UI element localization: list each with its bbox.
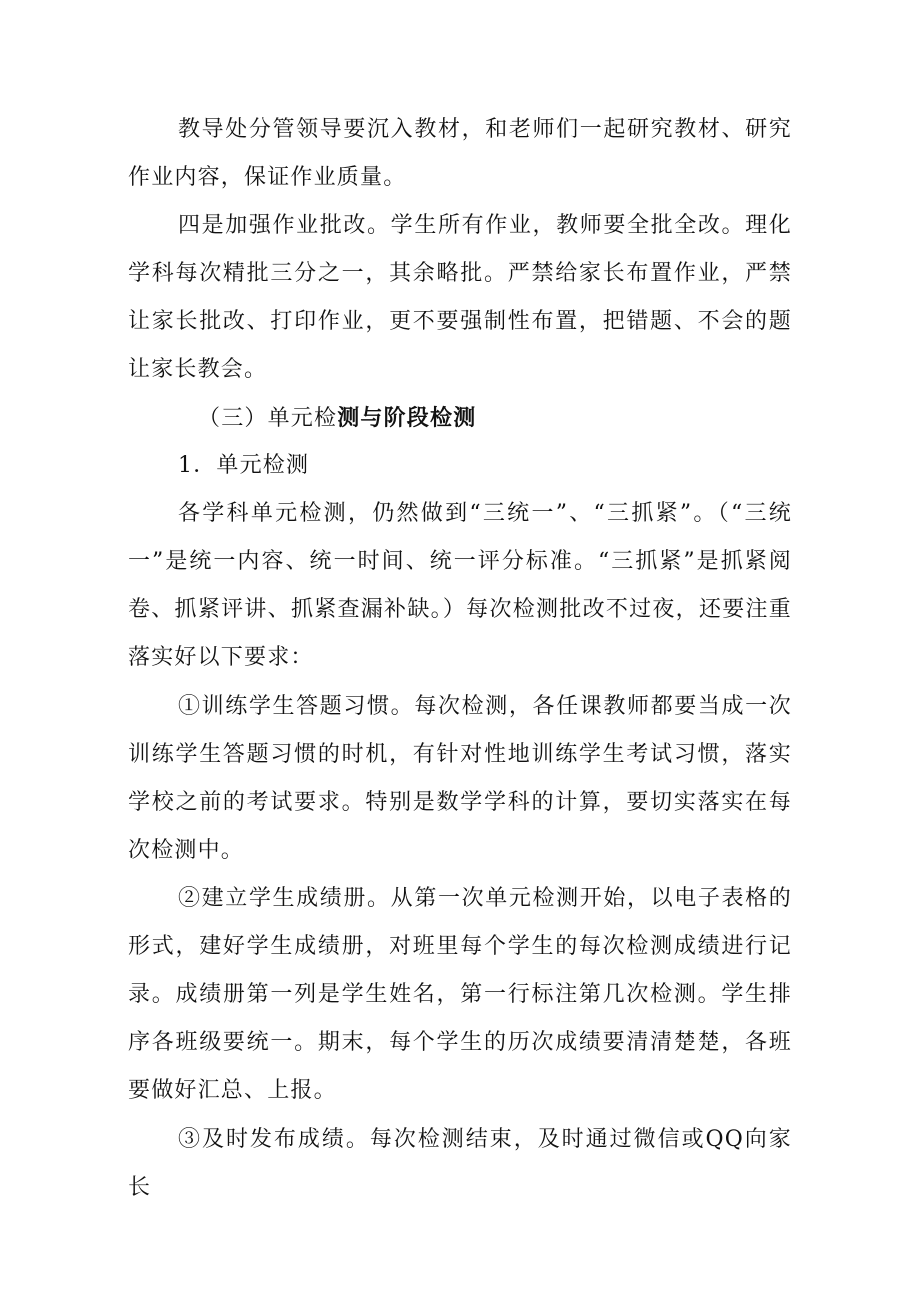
section-heading-rest: 测与阶段检测 — [337, 405, 477, 431]
paragraph-supervision: 教导处分管领导要沉入教材，和老师们一起研究教材、研究作业内容，保证作业质量。 — [128, 117, 792, 190]
subsection-heading: 1．单元检测 — [178, 453, 310, 478]
paragraph-answer-habits: ①训练学生答题习惯。每次检测，各任课教师都要当成一次训练学生答题习惯的时机，有针对性地训练学生考试习惯，落实学校之前的考试要求。特别是数学学科的计算，要切实落实在每次检测中。 — [128, 694, 792, 863]
section-heading — [198, 394, 476, 443]
paragraph-homework-grading: 四是加强作业批改。学生所有作业，教师要全批全改。理化学科每次精批三分之一，其余略批。严禁给家长布置作业，严禁让家长批改、打印作业，更不要强制性布置，把错题、不会的题让家长教会。 — [128, 213, 792, 382]
paragraph-publish-grades: ③及时发布成绩。每次检测结束，及时通过微信或QQ向家长 — [128, 1127, 792, 1200]
paragraph-grade-book: ②建立学生成绩册。从第一次单元检测开始，以电子表格的形式，建好学生成绩册，对班里每个学生的每次检测成绩进行记录。成绩册第一列是学生姓名，第一行标注第几次检测。学生排序各班级要统一。期末，每个学生的历次成绩要清清楚楚，各班要做好汇总、上报。 — [128, 886, 792, 1103]
section-heading-lead: （三）单元检 — [198, 406, 338, 431]
paragraph-unit-tests: 各学科单元检测，仍然做到“三统一”、“三抓紧”。（“三统一”是统一内容、统一时间、统一评分标准。“三抓紧”是抓紧阅卷、抓紧评讲、抓紧查漏补缺。）每次检测批改不过夜，还要注重落实好以下要求： — [128, 501, 792, 670]
